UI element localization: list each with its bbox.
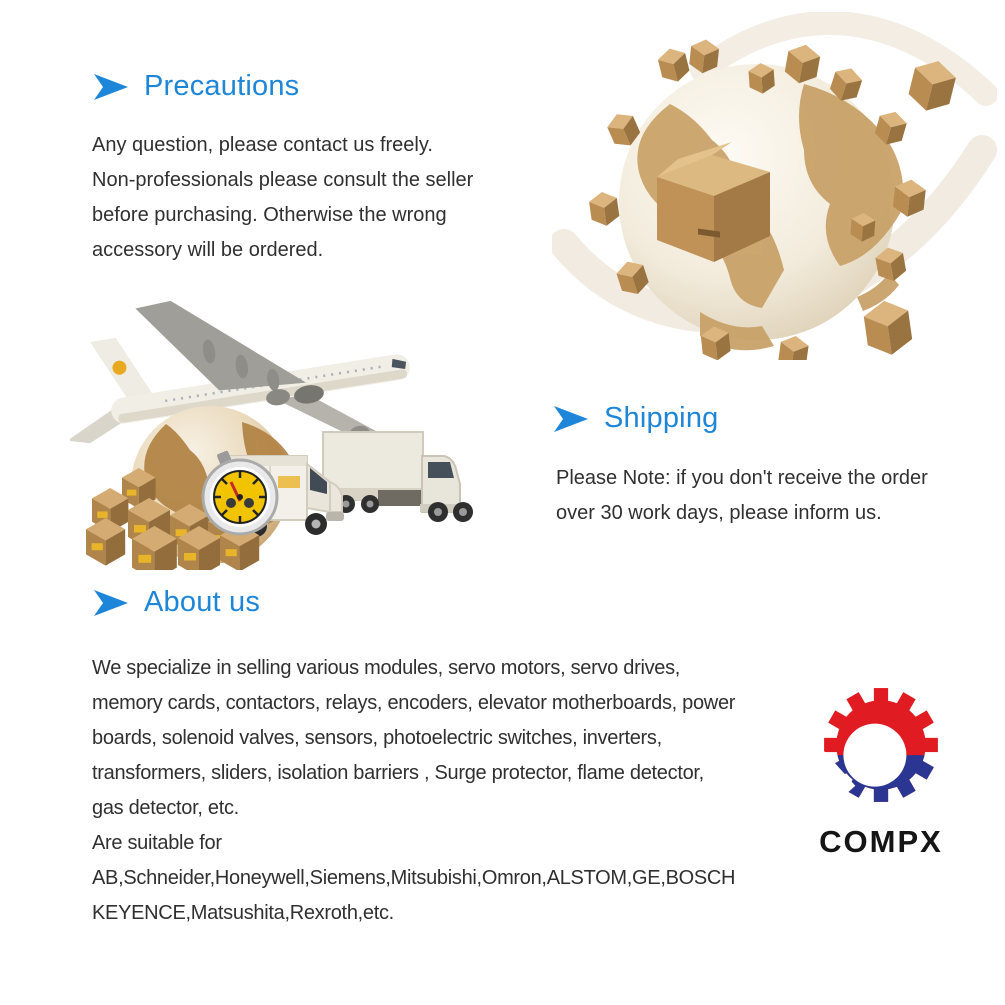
about-heading [93,586,260,619]
about-title: About us [144,586,261,618]
about-line: Are suitable for [92,832,222,854]
about-line: We specialize in selling various modules, servo motors, servo drives, [92,657,681,679]
about-line: boards, solenoid valves, sensors, photoelectric switches, inverters, [92,727,662,749]
section-arrow-icon [93,72,129,102]
air-freight-image [70,272,485,570]
shipping-line: Please Note: if you don't receive the order [556,467,928,489]
about-line: transformers, sliders, isolation barriers , Surge protector, flame detector, [92,762,704,784]
brand-name: COMPX [819,824,943,859]
precautions-line: accessory will be ordered. [92,239,324,261]
about-body [92,651,735,931]
compx-logo [806,688,956,860]
globe-parcels-image [552,12,997,360]
about-line: gas detector, etc. [92,797,239,819]
about-line: memory cards, contactors, relays, encoders, elevator motherboards, power [92,692,736,714]
gear-icon [818,688,944,806]
shipping-title: Shipping [604,402,719,434]
precautions-title: Precautions [144,70,300,102]
precautions-line: Any question, please contact us freely. [92,134,433,156]
precautions-heading [93,70,299,103]
section-arrow-icon [93,588,129,618]
precautions-body [92,128,473,268]
precautions-line: before purchasing. Otherwise the wrong [92,204,447,226]
semi-truck [323,432,473,522]
shipping-line: over 30 work days, please inform us. [556,502,882,524]
section-arrow-icon [553,404,589,434]
shipping-heading [553,402,718,435]
about-line: KEYENCE,Matsushita,Rexroth,etc. [92,902,394,924]
precautions-line: Non-professionals please consult the seller [92,169,474,191]
about-line: AB,Schneider,Honeywell,Siemens,Mitsubishi,Omron,ALSTOM,GE,BOSCH [92,867,736,889]
shipping-body [556,461,928,531]
